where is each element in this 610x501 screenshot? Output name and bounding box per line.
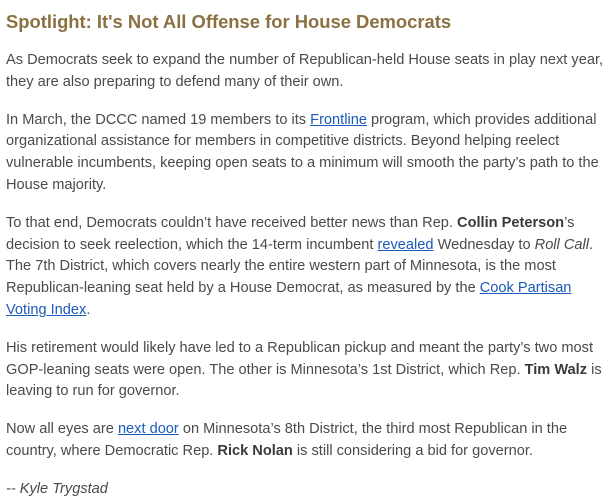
paragraph-3-text-e: . bbox=[86, 301, 91, 318]
name-tim-walz: Tim Walz bbox=[524, 361, 588, 378]
name-collin-peterson: Collin Peterson bbox=[457, 214, 565, 231]
paragraph-5-text-a: Now all eyes are bbox=[6, 421, 118, 438]
paragraph-3-text-a: To that end, Democrats couldn’t have received better news than Rep. bbox=[6, 214, 458, 231]
paragraph-4-text-a: His retirement would likely have led to a Republican pickup and meant the party’s two most GOP-leaning seats were open. The other is Minnesota’s 1st District, which Rep. bbox=[6, 339, 594, 378]
revealed-link[interactable]: revealed bbox=[377, 236, 434, 253]
paragraph-1: As Democrats seek to expand the number of Republican-held House seats in play next year, they are also preparing to defend many of their own. bbox=[6, 52, 604, 90]
cook-pvi-link[interactable]: Cook Partisan Voting Index bbox=[6, 280, 572, 318]
publication-roll-call: Roll Call bbox=[534, 236, 589, 253]
paragraph-3-text-c: Wednesday to bbox=[433, 236, 535, 253]
paragraph-3-text-d: . The 7th District, which covers nearly the entire western part of Minnesota, is the most Republican-leaning seat held by a House Democrat, as measured by the bbox=[6, 236, 594, 297]
paragraph-4-text-b: is leaving to run for governor. bbox=[6, 361, 602, 400]
author-byline: -- Kyle Trygstad bbox=[6, 480, 108, 497]
paragraph-2 bbox=[6, 110, 606, 197]
paragraph-2-text-b: program, which provides additional organizational assistance for members in competitive districts. Beyond helping reelect vulnerable incumbents, keeping open seats to a minimum will smooth the party’s path to the House majority. bbox=[6, 111, 599, 193]
name-rick-nolan: Rick Nolan bbox=[217, 442, 293, 459]
frontline-link[interactable]: Frontline bbox=[310, 111, 367, 128]
paragraph-4 bbox=[6, 338, 606, 403]
paragraph-5-text-c: is still considering a bid for governor. bbox=[292, 442, 533, 459]
next-door-link[interactable]: next door bbox=[117, 421, 179, 438]
article-headline: Spotlight: It's Not All Offense for House Democrats bbox=[6, 11, 452, 32]
paragraph-5-text-b: on Minnesota’s 8th District, the third most Republican in the country, where Democratic Rep. bbox=[6, 421, 568, 459]
paragraph-2-text-a: In March, the DCCC named 19 members to its bbox=[6, 111, 311, 128]
paragraph-5 bbox=[6, 419, 606, 463]
paragraph-3 bbox=[6, 213, 606, 322]
paragraph-3-text-b: ’s decision to seek reelection, which the 14-term incumbent bbox=[6, 214, 575, 253]
